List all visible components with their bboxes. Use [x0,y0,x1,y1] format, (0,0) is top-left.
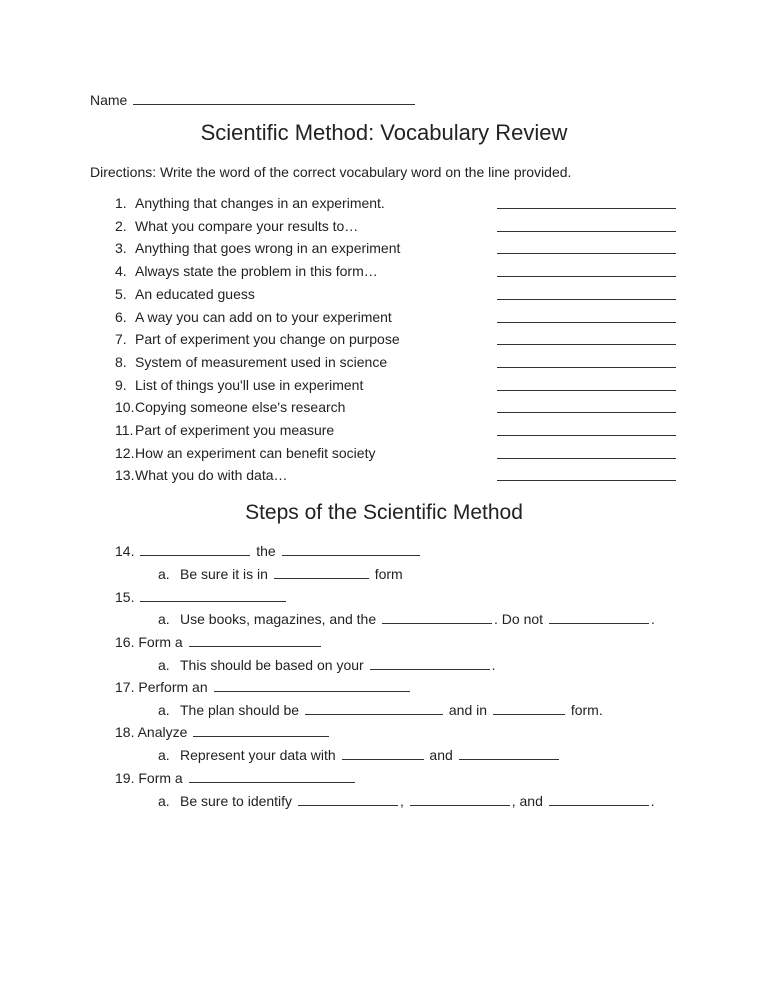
step-text: . Do not [494,611,544,627]
item-number: 1. [115,195,127,211]
step-number: 18. [115,724,135,740]
step-text: Perform an [138,679,208,695]
step-text: Form a [138,770,183,786]
answer-line[interactable] [497,195,676,209]
item-number: 13. [115,467,135,484]
item-number: 12. [115,444,135,461]
answer-line[interactable] [497,331,676,345]
item-number: 4. [115,263,127,280]
step-text: . [650,793,655,809]
vocab-item [115,195,680,217]
answer-line[interactable] [497,467,676,481]
step-number: 19. [115,770,135,786]
answer-blank[interactable] [370,657,490,670]
answer-blank[interactable] [382,611,492,624]
answer-blank[interactable] [193,724,329,737]
answer-blank[interactable] [549,611,649,624]
answer-line[interactable] [497,399,676,413]
step-text: . [650,611,655,627]
step-15a [158,611,655,633]
vocab-item [115,218,680,240]
step-text: This should be based on your [180,657,364,673]
answer-blank[interactable] [140,589,286,602]
step-text: Represent your data with [180,747,336,763]
answer-blank[interactable] [459,747,559,760]
answer-blank[interactable] [342,747,424,760]
step-text: , [399,793,404,809]
step-text: , and [511,793,543,809]
item-text: System of measurement used in science [135,353,388,370]
answer-line[interactable] [497,354,676,368]
sub-label: a. [158,566,170,582]
answer-blank[interactable] [410,793,510,806]
vocab-item [115,354,680,376]
answer-blank[interactable] [549,793,649,806]
item-number: 11. [115,422,134,438]
item-text: Part of experiment you measure [135,422,335,438]
step-14 [115,543,422,565]
sub-label: a. [158,747,170,763]
step-number: 17. [115,679,135,695]
sub-label: a. [158,793,170,809]
vocab-item [115,331,680,353]
answer-line[interactable] [497,286,676,300]
step-15 [115,589,288,611]
item-text: Anything that changes in an experiment. [135,195,385,211]
step-19a [158,793,655,815]
step-text: The plan should be [180,702,300,718]
step-number: 14. [115,543,135,559]
vocab-item [115,286,680,308]
answer-blank[interactable] [298,793,398,806]
sub-label: a. [158,702,170,718]
vocab-item [115,240,680,262]
answer-line[interactable] [497,377,676,391]
item-number: 7. [115,331,127,348]
item-number: 6. [115,308,127,325]
item-text: List of things you'll use in experiment [135,376,364,393]
step-text: Be sure to identify [180,793,293,809]
item-number: 10. [115,399,135,416]
step-18 [115,724,331,746]
vocab-item [115,309,680,331]
answer-line[interactable] [497,309,676,323]
step-text: . [491,657,496,673]
answer-blank[interactable] [282,543,420,556]
step-17a [158,702,603,724]
answer-line[interactable] [497,422,676,436]
step-text: and in [448,702,488,718]
sub-label: a. [158,657,170,673]
step-text: the [256,543,276,559]
answer-blank[interactable] [189,634,321,647]
steps-title: Steps of the Scientific Method [245,501,523,524]
step-text: Use books, magazines, and the [180,611,377,627]
item-text: What you do with data… [135,467,288,484]
item-text: Copying someone else's research [135,399,346,416]
vocab-item [115,377,680,399]
sub-label: a. [158,611,170,627]
item-number: 2. [115,217,127,234]
item-number: 3. [115,240,127,257]
step-14a [158,566,403,588]
answer-blank[interactable] [189,770,355,783]
answer-blank[interactable] [214,679,410,692]
page-title: Scientific Method: Vocabulary Review [200,120,568,145]
item-text: Anything that goes wrong in an experiment [135,240,401,257]
vocab-item [115,399,680,421]
vocab-item [115,422,680,444]
answer-blank[interactable] [493,702,565,715]
step-18a [158,747,561,769]
item-text: Part of experiment you change on purpose [135,331,400,348]
answer-line[interactable] [497,240,676,254]
item-number: 9. [115,376,127,393]
answer-blank[interactable] [305,702,443,715]
step-19 [115,770,357,792]
item-text: How an experiment can benefit society [135,444,376,461]
step-17 [115,679,412,701]
name-blank[interactable] [133,92,415,105]
item-text: What you compare your results to… [135,217,359,234]
answer-line[interactable] [497,218,676,232]
vocab-item [115,263,680,285]
step-text: form [374,566,403,582]
item-number: 8. [115,353,127,370]
answer-line[interactable] [497,263,676,277]
step-text: Form a [138,634,183,650]
answer-blank[interactable] [274,566,369,579]
step-text: Analyze [137,724,188,740]
item-text: An educated guess [135,285,255,302]
name-label: Name [90,92,128,108]
vocab-item [115,467,680,489]
step-16 [115,634,323,656]
step-text: Be sure it is in [180,566,268,582]
item-number: 5. [115,285,127,302]
name-field[interactable] [90,92,417,108]
step-16a [158,657,495,679]
step-text: form. [570,702,603,718]
vocab-item [115,445,680,467]
item-text: Always state the problem in this form… [135,263,378,280]
directions: Directions: Write the word of the correct vocabulary word on the line provided. [90,164,572,180]
step-number: 15. [115,589,135,605]
answer-line[interactable] [497,445,676,459]
answer-blank[interactable] [140,543,250,556]
step-text: and [429,747,453,763]
step-number: 16. [115,634,135,650]
item-text: A way you can add on to your experiment [135,308,392,325]
